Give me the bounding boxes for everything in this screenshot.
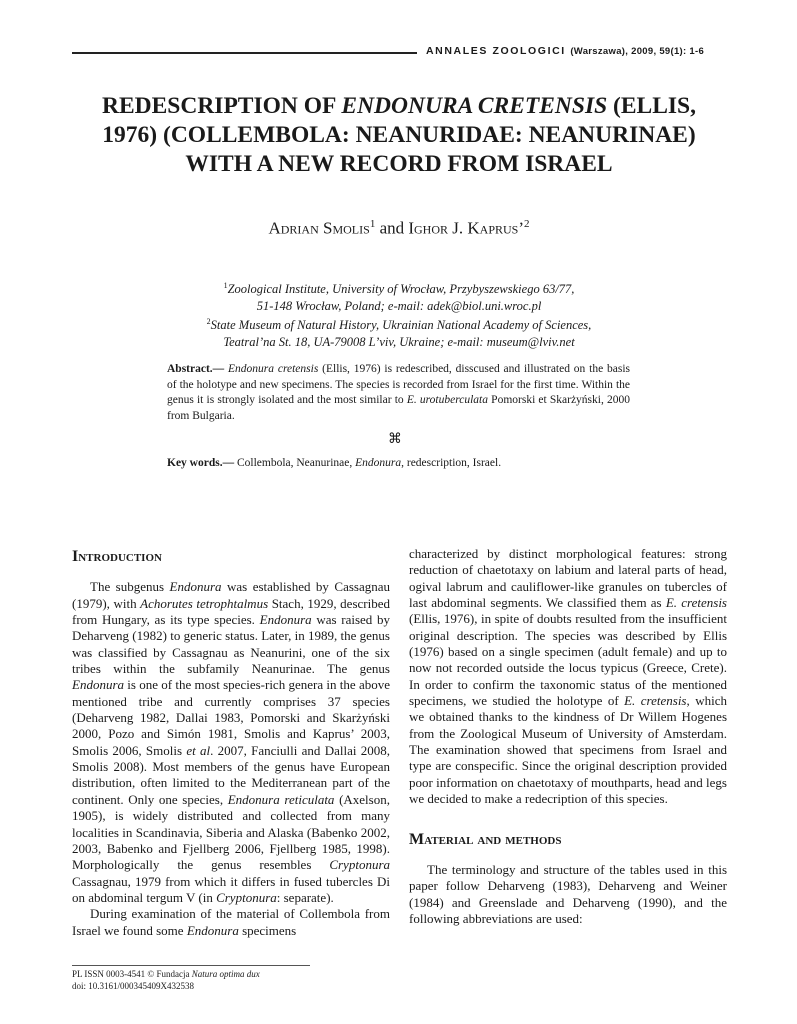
abstract-text: (Ellis, 1976) is redescribed, disscused and illustrated on the basis of the holotype and new specimens. The species is recorded from Israel for the first time. Within the genus it is strongly isolated and the most similar to — [167, 363, 631, 406]
keywords — [167, 457, 630, 469]
affil-line-2: 51-148 Wrocław, Poland; e-mail: adek@biol.uni.wroc.pl — [256, 298, 542, 313]
title-line-2: 1976) (COLLEMBOLA: NEANURIDAE: NEANURINAE) — [102, 122, 696, 148]
doi: doi: 10.3161/000345409X432538 — [72, 981, 195, 991]
affiliations — [110, 278, 688, 350]
section-heading: Material and methods — [409, 830, 562, 848]
left-column — [72, 549, 390, 939]
affil-line-3: State Museum of Natural History, Ukrainian National Academy of Sciences, — [210, 318, 592, 333]
ornament-icon: ⌘ — [388, 432, 402, 447]
abstract-text: Pomorski et Skarżyński, 2000 from Bulgaria. — [167, 394, 631, 422]
section-heading: Introduction — [72, 548, 162, 565]
title-species: ENDONURA CRETENSIS — [341, 93, 608, 119]
author-2: Ighor J. Kaprus’ — [408, 218, 525, 238]
title-line-3: WITH A NEW RECORD FROM ISRAEL — [185, 151, 613, 177]
affil-sup-1: 1 — [223, 281, 228, 290]
foundation-name: Natura optima dux — [191, 969, 260, 979]
title-part: (ELLIS, — [607, 93, 696, 119]
issn: PL ISSN 0003-4541 © Fundacja — [72, 969, 192, 979]
author-and: and — [375, 218, 409, 238]
affil-line-4: Teatral’na St. 18, UA-79008 L’viv, Ukraine; e-mail: museum@lviv.net — [223, 334, 575, 349]
author-1-affil: 1 — [369, 218, 376, 230]
journal-name: ANNALES ZOOLOGICI — [426, 45, 566, 57]
keywords-text: , redescription, Israel. — [401, 457, 502, 469]
header-rule — [72, 52, 417, 54]
keywords-text: Collembola, Neanurinae, — [234, 457, 356, 469]
running-header — [426, 45, 704, 57]
author-2-affil: 2 — [524, 218, 530, 230]
paragraph: characterized by distinct morphological features: strong reduction of chaetotaxy on labium and lateral parts of head, ogival labrum and cauliflower-like granules on tubercles of last abdominal segments. We classified them as E. cretensis (Ellis, 1976), in spite of doubts resulted from the insufficient original description. The species was described by Ellis (1976) based on a single specimen (adult female) and up to now not recorded outside the locus typicus (Greece, Crete). In order to confirm the taxonomic status of the mentioned specimens, we studied the holotype of E. cretensis, which we obtained thanks to the kindness of Dr Willem Hogenes from the Zoological Museum of University of Amsterdam. The examination showed that specimens from Israel and type are conspecific. Since the original description provided poor information on chaetotaxy of mouthparts, head and legs we decided to make a redecription of this species. — [409, 546, 727, 807]
right-column — [409, 546, 727, 927]
keywords-label: Key words.— — [167, 457, 235, 469]
abstract-species: E. urotuberculata — [406, 394, 489, 406]
journal-citation: (Warszawa), 2009, 59(1): 1-6 — [570, 46, 705, 57]
author-1: Adrian Smolis — [268, 218, 370, 238]
affil-sup-2: 2 — [206, 317, 211, 327]
paragraph: The subgenus Endonura was established by Cassagnau (1979), with Achorutes tetrophtalmus Stach, 1929, described from Hungary, as its type species. Endonura was raised by Deharveng (1982) to generic status. Later, in 1989, the genus was classified by Cassagnau as Neanurini, one of the six tribes within the subfamily Neanurinae. The genus Endonura is one of the most species-rich genera in the above mentioned tribe and currently comprises 37 species (Deharveng 1982, Dallai 1983, Pomorski and Skarżyński 2000, Pozo and Simón 1981, Smolis and Kaprus’ 2003, Smolis 2006, Smolis et al. 2007, Fanciulli and Dallai 2008, Smolis 2008). Most members of the genus have European distribution, often limited to the Mediterranean part of the continent. Only one species, Endonura reticulata (Axelson, 1905), is widely distributed and collected from many localities in Scandinavia, Siberia and Alaska (Babenko 2002, 2003, Babenko and Fjellberg 2006, Fjellberg 1985, 1998). Morphologically the genus resembles Cryptonura Cassagnau, 1979 from which it differs in fused tubercles Di on abdominal tergum V (in Cryptonura: separate). — [72, 579, 390, 905]
title-part: REDESCRIPTION OF — [102, 93, 342, 119]
footer — [72, 968, 260, 992]
paper-title — [72, 92, 726, 179]
abstract-species: Endonura cretensis — [228, 363, 319, 375]
paragraph: The terminology and structure of the tables used in this paper follow Deharveng (1983), Deharveng and Weiner (1984) and Greenslade and Deharveng (1990), and the following abbreviations are used: — [409, 861, 727, 926]
footer-rule — [72, 965, 310, 966]
keywords-genus: Endonura — [355, 457, 402, 469]
affil-line-1: Zoological Institute, University of Wrocław, Przybyszewskiego 63/77, — [227, 282, 575, 297]
abstract — [167, 362, 630, 424]
abstract-label: Abstract.— — [167, 363, 225, 375]
paragraph: During examination of the material of Collembola from Israel we found some Endonura specimens — [72, 906, 390, 938]
author-list — [72, 218, 726, 239]
